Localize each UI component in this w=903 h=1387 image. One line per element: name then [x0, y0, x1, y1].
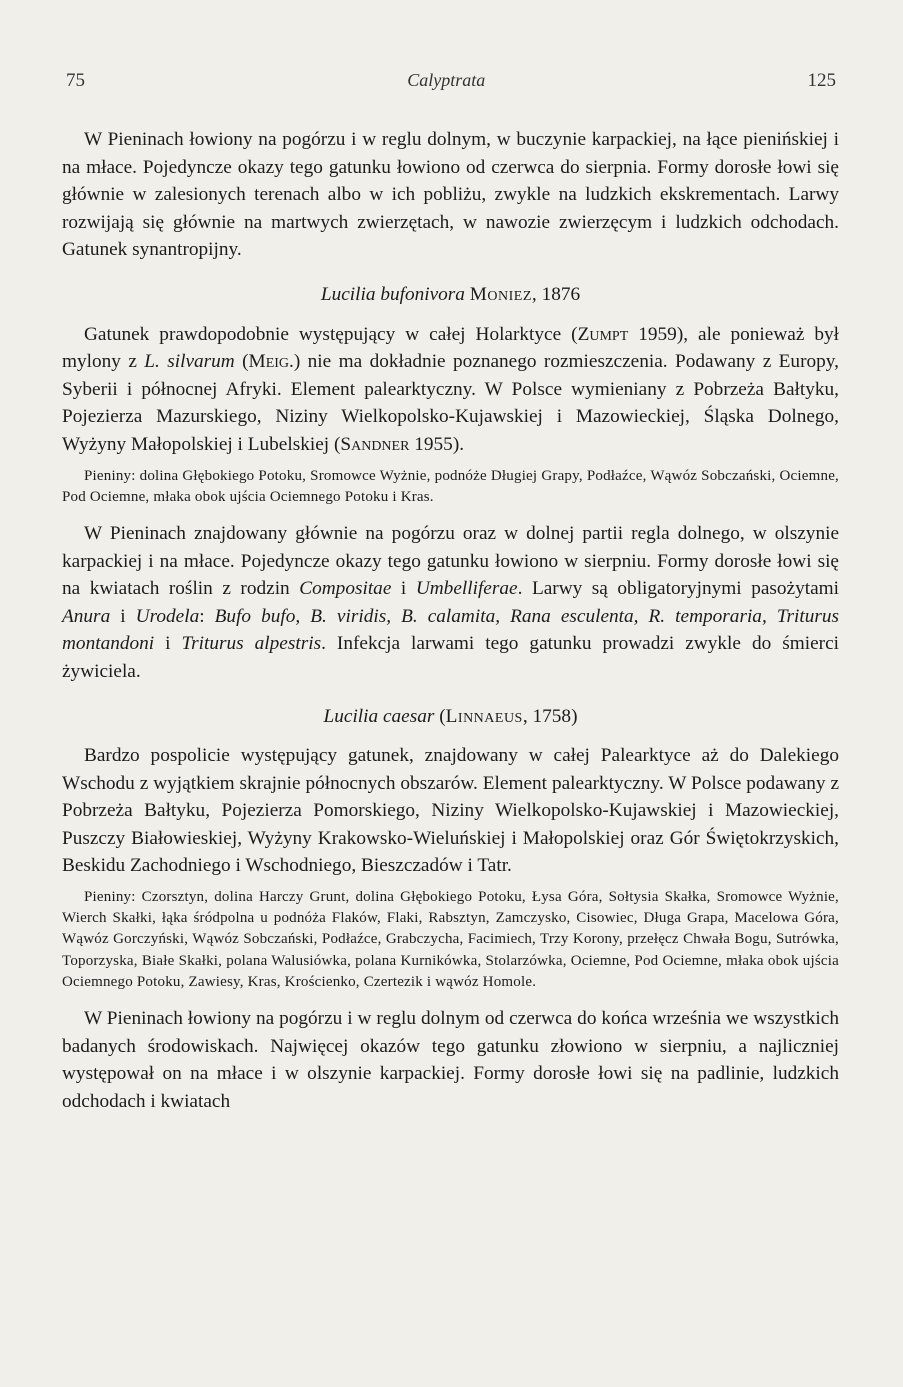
taxon-name: Urodela	[135, 605, 200, 627]
text-run: W Pieninach łowiony na pogórzu i w reglu dolnym, w buczynie karpackiej, na łące pienińskiej i na młace. Pojedyncze okazy tego gatunku łowiono od czerwca do sierpnia. Formy dorosłe łowi się głównie w zalesionych terenach albo w ich pobliżu, zwykle na ludzkich ekskrementach. Larwy rozwijają się głównie na martwych zwierzętach, w nawozie zwierzęcym i ludzkich odchodach. Gatunek synantropijny.	[62, 129, 839, 261]
species-name: Lucilia bufonivora	[320, 283, 465, 305]
species-heading	[62, 281, 839, 309]
author-citation: Zumpt	[577, 323, 629, 345]
taxon-name: Anura	[62, 605, 111, 627]
species-heading	[62, 703, 839, 731]
text-run: 1959), ale ponieważ był mylony z	[62, 323, 839, 373]
text-run: i	[154, 633, 182, 655]
page-number: 125	[807, 70, 836, 91]
species-author: Moniez	[469, 283, 532, 305]
text-run: . Infekcja larwami tego gatunku prowadzi zwykle do śmierci żywiciela.	[62, 633, 839, 682]
body-text	[62, 126, 839, 1115]
taxon-name: Bufo bufo, B. viridis, B. calamita, Rana esculenta, R. temporaria, Triturus montandoni	[62, 605, 839, 655]
species-year: , 1758)	[522, 705, 578, 727]
text-run: (	[234, 351, 249, 373]
heading-paren: (	[439, 705, 446, 727]
taxon-name: Umbelliferae	[415, 578, 518, 600]
paragraph	[62, 321, 839, 459]
text-run: 1955).	[409, 433, 465, 455]
species-name: Lucilia caesar	[323, 705, 435, 727]
text-run: W Pieninach łowiony na pogórzu i w reglu dolnym od czerwca do końca września we wszystkich badanych środowiskach. Najwięcej okazów tego gatunku złowiono w sierpniu, a najliczniej występował on na młace i w olszynie karpackiej. Formy dorosłe łowi się na padlinie, ludzkich odchodach i kwiatach	[62, 1008, 839, 1112]
paragraph	[62, 126, 839, 264]
species-author: Linnaeus	[445, 705, 523, 727]
header-title: Calyptrata	[407, 70, 486, 90]
author-citation: Meig	[248, 351, 290, 373]
author-citation: Sandner	[340, 433, 410, 455]
paragraph	[62, 1005, 839, 1115]
text-run: Pieniny: dolina Głębokiego Potoku, Sromowce Wyżnie, podnóże Długiej Grapy, Podłaźce, Wąwóz Sobczański, Ociemne, Pod Ociemne, młaka obok ujścia Ociemnego Potoku i Kras.	[62, 467, 839, 505]
locality-list	[62, 887, 839, 993]
taxon-name: Triturus alpestris	[181, 633, 322, 655]
header-left-number: 75	[66, 70, 85, 91]
text-run: Bardzo pospolicie występujący gatunek, znajdowany w całej Palearktyce aż do Dalekiego Wschodu z wyjątkiem skrajnie północnych obszarów. Element palearktyczny. W Polsce podawany z Pobrzeża Bałtyku, Pojezierza Pomorskiego, Niziny Wielkopolsko-Kujawskiej i Mazowieckiej, Puszczy Białowieskiej, Wyżyny Krakowsko-Wieluńskiej i Małopolskiej oraz Gór Świętokrzyskich, Beskidu Zachodniego i Wschodniego, Bieszczadów i Tatr.	[62, 745, 839, 877]
text-run: Gatunek prawdopodobnie występujący w całej Holarktyce (	[84, 323, 578, 345]
locality-list	[62, 466, 839, 508]
paragraph	[62, 520, 839, 686]
text-run: Pieniny: Czorsztyn, dolina Harczy Grunt, dolina Głębokiego Potoku, Łysa Góra, Sołtysia Skałka, Sromowce Wyżnie, Wierch Skałki, łąka śródpolna u podnóża Flaków, Flaki, Rabsztyn, Zamczysko, Cisowiec, Długa Grapa, Macelowa Góra, Wąwóz Gorczyński, Wąwóz Sobczański, Podłaźce, Grabczycha, Facimiech, Trzy Korony, przełęcz Chwała Bogu, Sutrówka, Toporzyska, Białe Skałki, polana Walusiówka, polana Kurnikówka, Stolarzówka, Ociemne, Pod Ociemne, młaka obok ujścia Ociemnego Potoku, Zawiesy, Kras, Krościenko, Czertezik i wąwóz Homole.	[62, 889, 839, 990]
text-run: i	[391, 578, 416, 600]
paragraph	[62, 742, 839, 880]
text-run: W Pieninach znajdowany głównie na pogórzu oraz w dolnej partii regla dolnego, w olszynie karpackiej i na młace. Pojedyncze okazy tego gatunku łowiono w sierpniu. Formy dorosłe łowi się na kwiatach roślin z rodzin	[62, 522, 839, 600]
taxon-name: L. silvarum	[144, 351, 235, 373]
text-run: :	[199, 605, 215, 627]
taxon-name: Compositae	[299, 578, 392, 600]
text-run: . Larwy są obligatoryjnymi pasożytami	[517, 578, 840, 600]
text-run: .) nie ma dokładnie poznanego rozmieszczenia. Podawany z Europy, Syberii i północnej Afryki. Element palearktyczny. W Polsce wymieniany z Pobrzeża Bałtyku, Pojezierza Mazurskiego, Niziny Wielkopolsko-Kujawskiej i Mazowieckiej, Śląska Dolnego, Wyżyny Małopolskiej i Lubelskiej (	[62, 351, 839, 455]
species-year: , 1876	[531, 283, 581, 305]
running-header	[66, 70, 836, 92]
text-run: i	[110, 605, 136, 627]
